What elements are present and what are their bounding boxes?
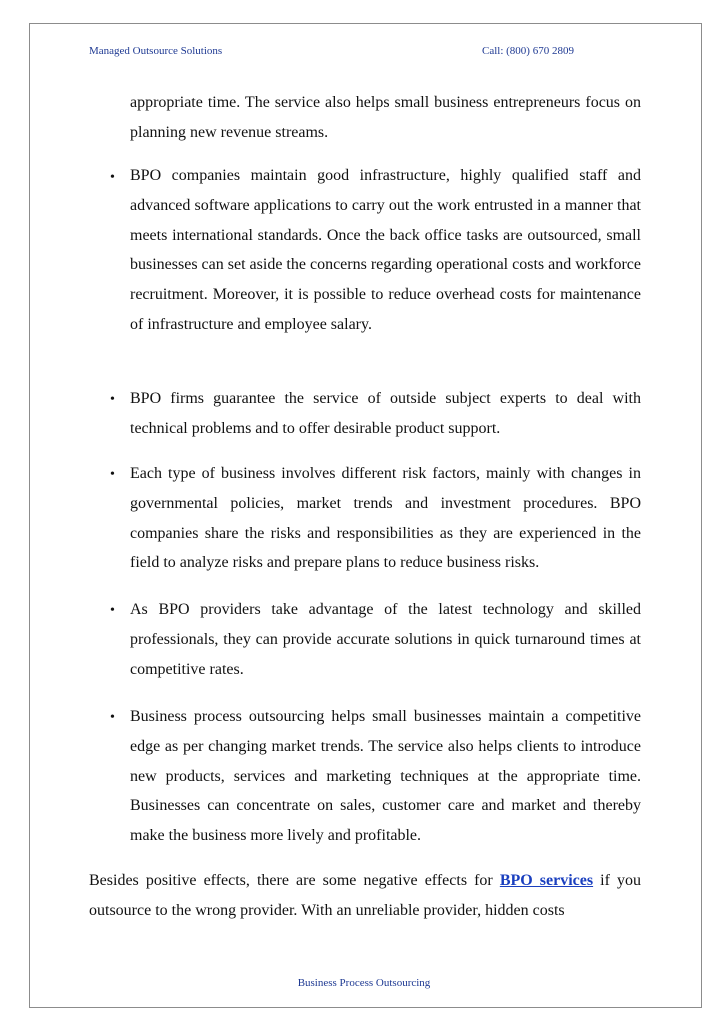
closing-paragraph (89, 866, 641, 926)
continuation-paragraph: appropriate time. The service also helps small business entrepreneurs focus on planning new revenue streams. (130, 94, 641, 141)
bullet-icon: • (110, 392, 115, 407)
header-phone: Call: (800) 670 2809 (482, 45, 574, 57)
bullet-item-5: Business process outsourcing helps small businesses maintain a competitive edge as per changing market trends. The service also helps clients to introduce new products, services and marketing techniques at the appropriate time. Businesses can concentrate on sales, customer care and market and thereby make the business more lively and profitable. (130, 708, 641, 845)
bullet-icon: • (110, 710, 115, 725)
bullet-item-2: BPO firms guarantee the service of outside subject experts to deal with technical problems and to offer desirable product support. (130, 390, 641, 437)
closing-text-end: if you outsource to the wrong provider. With an unreliable provider, hidden costs (89, 872, 641, 919)
bpo-services-link[interactable]: BPO services (499, 872, 594, 889)
bullet-icon: • (110, 170, 115, 185)
bullet-item-3: Each type of business involves different risk factors, mainly with changes in governmental policies, market trends and investment procedures. BPO companies share the risks and responsibilities as they are experienced in the field to analyze risks and prepare plans to reduce business risks. (130, 465, 641, 572)
header-company: Managed Outsource Solutions (89, 45, 223, 57)
bullet-icon: • (110, 603, 115, 618)
footer-title: Business Process Outsourcing (297, 977, 431, 989)
bullet-item-4: As BPO providers take advantage of the latest technology and skilled professionals, they can provide accurate solutions in quick turnaround times at competitive rates. (130, 601, 641, 678)
closing-text-start: Besides positive effects, there are some negative effects for (89, 872, 500, 889)
bullet-icon: • (110, 467, 115, 482)
bullet-item-1: BPO companies maintain good infrastructure, highly qualified staff and advanced software applications to carry out the work entrusted in a manner that meets international standards. Once the back office tasks are outsourced, small businesses can set aside the concerns regarding operational costs and workforce recruitment. Moreover, it is possible to reduce overhead costs for maintenance of infrastructure and employee salary. (130, 167, 641, 333)
